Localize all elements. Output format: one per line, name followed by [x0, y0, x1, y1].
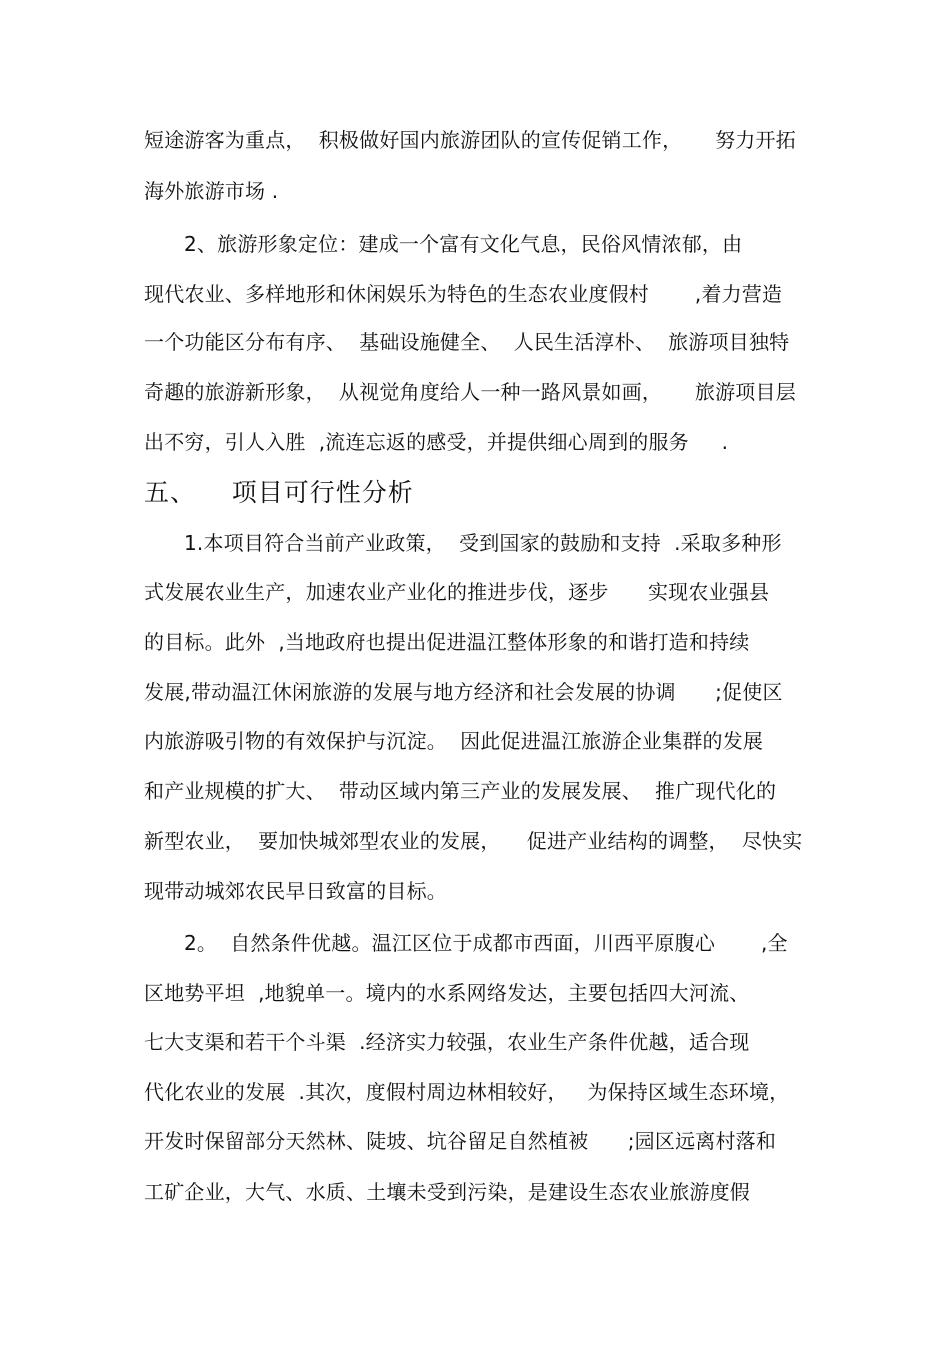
text-line-18: 区地势平坦 ,地貌单一。境内的水系网络发达，主要包括四大河流、: [144, 981, 750, 1005]
text-line-10: 式发展农业生产，加速农业产业化的推进步伐，逐步 实现农业强县: [144, 580, 770, 604]
section-heading: 五、 项目可行性分析: [144, 478, 414, 507]
text-line-2: 海外旅游市场 .: [144, 179, 279, 203]
text-line-5: 一个功能区分布有序、 基础设施健全、 人民生活淳朴、 旅游项目独特: [144, 330, 790, 354]
text-line-16: 现带动城郊农民早日致富的目标。: [144, 879, 447, 903]
text-line-12: 发展,带动温江休闲旅游的发展与地方经济和社会发展的协调 ;促使区: [144, 680, 783, 704]
text-line-20: 代化农业的发展 .其次，度假村周边林相较好， 为保持区域生态环境，: [144, 1080, 790, 1104]
text-line-11: 的目标。此外 ,当地政府也提出促进温江整体形象的和谐打造和持续: [144, 630, 750, 654]
text-line-13: 内旅游吸引物的有效保护与沉淀。 因此促进温江旅游企业集群的发展: [144, 729, 764, 753]
text-line-14: 和产业规模的扩大、 带动区域内第三产业的发展发展、 推广现代化的: [144, 779, 777, 803]
text-line-19: 七大支渠和若干个斗渠 .经济实力较强，农业生产条件优越，适合现: [144, 1030, 750, 1054]
text-line-22: 工矿企业，大气、水质、土壤未受到污染，是建设生态农业旅游度假: [144, 1180, 750, 1204]
text-line-1: 短途游客为重点， 积极做好国内旅游团队的宣传促销工作， 努力开拓: [144, 128, 796, 152]
text-line-6: 奇趣的旅游新形象， 从视觉角度给人一种一路风景如画， 旅游项目层: [144, 380, 796, 404]
text-line-3: 2、旅游形象定位：建成一个富有文化气息，民俗风情浓郁，由: [184, 232, 743, 256]
text-line-4: 现代农业、多样地形和休闲娱乐为特色的生态农业度假村 ,着力营造: [144, 282, 783, 306]
text-line-17: 2。 自然条件优越。温江区位于成都市西面，川西平原腹心 ,全: [184, 931, 788, 955]
text-line-21: 开发时保留部分天然林、陡坡、坑谷留足自然植被 ;园区远离村落和: [144, 1129, 777, 1153]
text-line-15: 新型农业， 要加快城郊型农业的发展， 促进产业结构的调整， 尽快实: [144, 829, 803, 853]
text-line-9: 1.本项目符合当前产业政策， 受到国家的鼓励和支持 .采取多种形: [184, 531, 782, 555]
text-line-7: 出不穷，引人入胜 ,流连忘返的感受，并提供细心周到的服务 .: [144, 430, 729, 454]
